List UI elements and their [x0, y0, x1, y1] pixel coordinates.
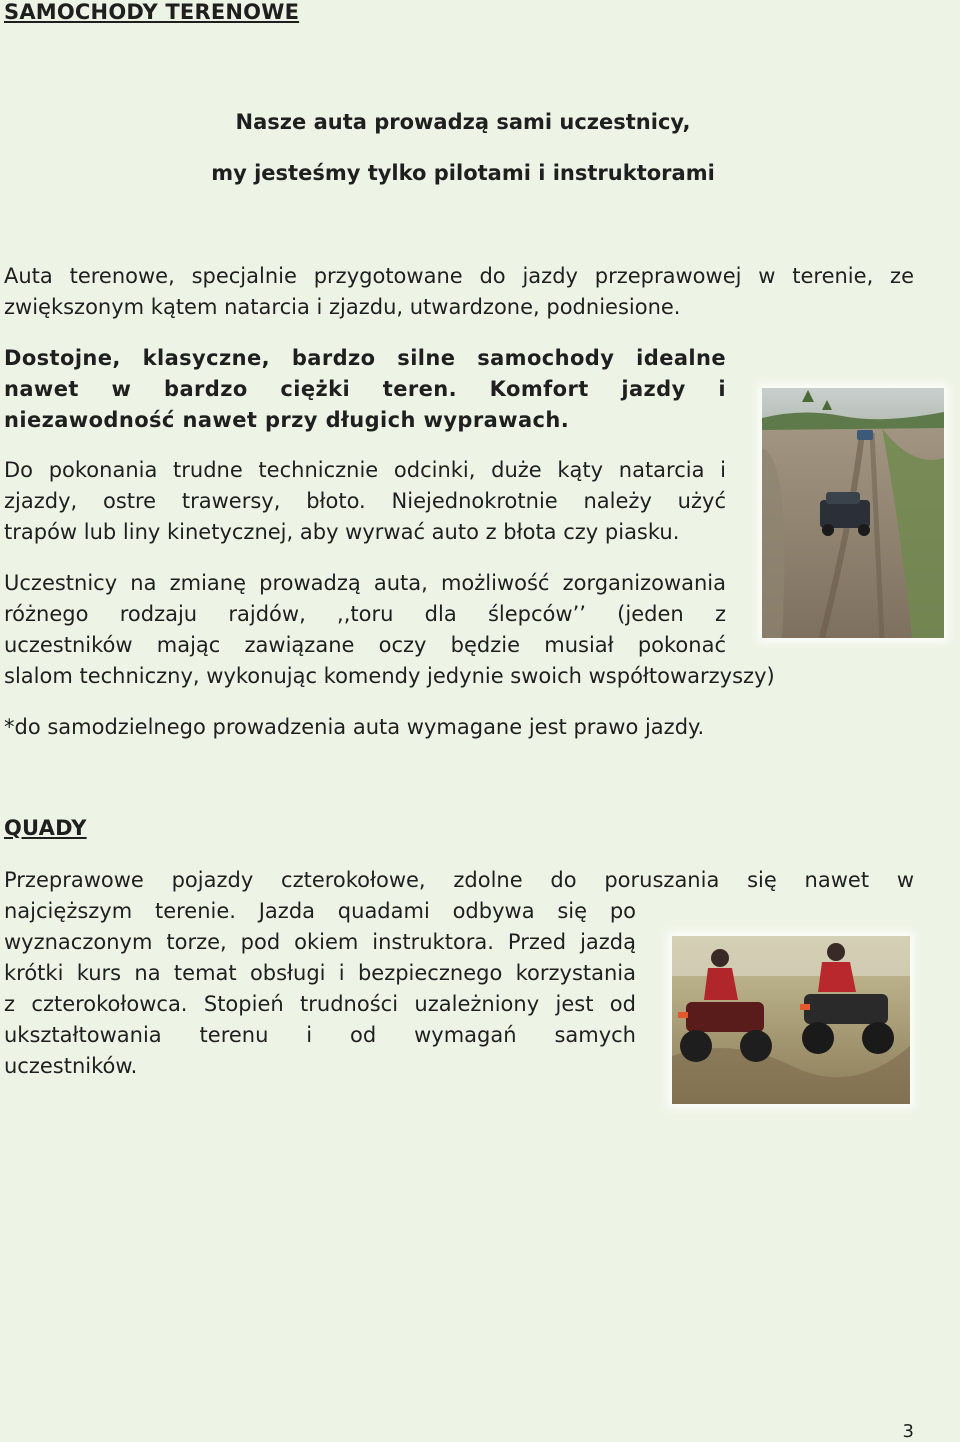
text-line: uczestników. — [4, 1054, 138, 1078]
quads-photo — [672, 936, 910, 1104]
text-line: ukształtowania terenu i od wymagań samych — [4, 1023, 636, 1047]
section-heading-quads: QUADY — [4, 816, 87, 840]
text-line: Uczestnicy na zmianę prowadzą auta, możliwość zorganizowania — [4, 571, 726, 595]
offroad-car-illustration — [762, 388, 944, 638]
section-heading-cars: SAMOCHODY TERENOWE — [4, 0, 300, 24]
cars-paragraph-4-last-line: slalom techniczny, wykonując komendy jedynie swoich współtowarzyszy) — [4, 664, 775, 688]
offroad-car-photo — [762, 388, 944, 638]
cars-paragraph-3 — [4, 455, 726, 548]
cars-paragraph-1 — [4, 261, 914, 323]
text-line: z czterokołowca. Stopień trudności uzależniony jest od — [4, 992, 636, 1016]
text-line: uczestników mając zawiązane oczy będzie musiał pokonać — [4, 633, 726, 657]
quads-paragraph — [4, 896, 636, 1082]
quads-paragraph-first-line — [4, 865, 914, 896]
license-note: *do samodzielnego prowadzenia auta wymagane jest prawo jazdy. — [4, 715, 705, 739]
text-line: niezawodność nawet przy długich wyprawach. — [4, 408, 570, 432]
text-line: trapów lub liny kinetycznej, aby wyrwać auto z błota czy piasku. — [4, 520, 680, 544]
text-line: zjazdy, ostre trawersy, błoto. Niejednokrotnie należy użyć — [4, 489, 726, 513]
quads-illustration — [672, 936, 910, 1104]
text-line: Do pokonania trudne technicznie odcinki, duże kąty natarcia i — [4, 458, 726, 482]
text-line: krótki kurs na temat obsługi i bezpiecznego korzystania — [4, 961, 636, 985]
text-line: najcięższym terenie. Jazda quadami odbywa się po — [4, 899, 636, 923]
tagline-line-2: my jesteśmy tylko pilotami i instruktorami — [211, 161, 715, 185]
page-number: 3 — [902, 1421, 914, 1442]
cars-paragraph-4 — [4, 568, 726, 661]
text-line: Przeprawowe pojazdy czterokołowe, zdolne do poruszania się nawet w — [4, 868, 914, 892]
text-line: wyznaczonym torze, pod okiem instruktora. Przed jazdą — [4, 930, 636, 954]
text-line: różnego rodzaju rajdów, ,,toru dla ślepców’’ (jeden z — [4, 602, 726, 626]
cars-paragraph-2 — [4, 343, 726, 436]
tagline-line-1: Nasze auta prowadzą sami uczestnicy, — [235, 110, 691, 134]
text-line: nawet w bardzo ciężki teren. Komfort jazdy i — [4, 377, 726, 401]
text-line: Auta terenowe, specjalnie przygotowane do jazdy przeprawowej w terenie, ze — [4, 264, 914, 288]
text-line: Dostojne, klasyczne, bardzo silne samochody idealne — [4, 346, 726, 370]
text-line: zwiększonym kątem natarcia i zjazdu, utwardzone, podniesione. — [4, 295, 681, 319]
